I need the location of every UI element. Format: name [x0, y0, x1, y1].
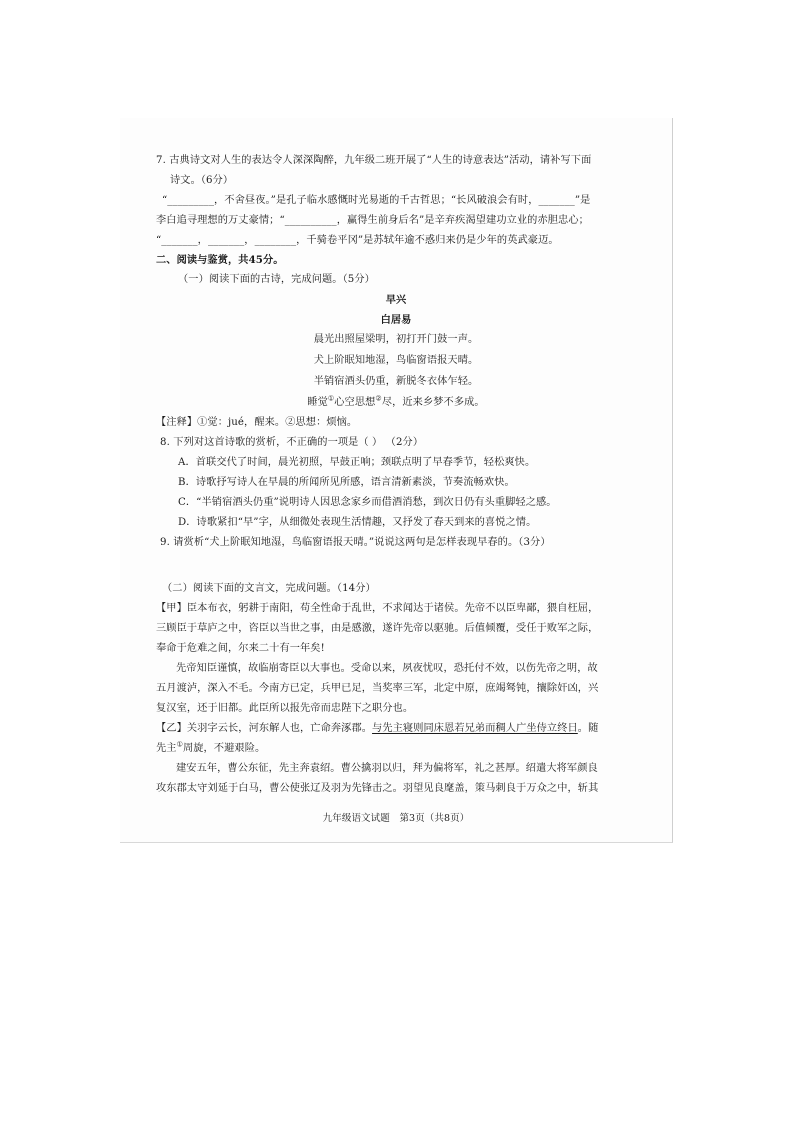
jia-line-6: 复汉室，还于旧都。此臣所以报先帝而忠陛下之职分也。	[156, 703, 414, 714]
q8-option-c: C．“半销宿酒头仍重”说明诗人因思念家乡而借酒消愁，到次日仍有头重脚轻之感。	[178, 497, 557, 508]
section-heading: 二、阅读与鉴赏，共45分。	[156, 254, 284, 266]
exam-page	[120, 118, 673, 843]
yi-line-1-start: 【乙】关羽字云长，河东解人也，亡命奔涿郡。	[156, 723, 373, 734]
q7-line5: “_______，_______，________，千骑卷平冈”是苏轼年逾不惑归来仍是少年的英武豪迈。	[156, 235, 559, 246]
poem-line-4-part-c: 尽，近来乡梦不多成。	[381, 397, 485, 408]
yi-line-1-end: 。随	[577, 723, 599, 734]
q7-line4: 李白追寻理想的万丈豪情；“__________，赢得生前身后名”是辛弃疾渴望建功立业的赤胆忠心；	[156, 215, 589, 226]
footnote-marker-1: ①	[327, 394, 335, 403]
part2-intro: （二）阅读下面的文言文，完成问题。（14分）	[162, 583, 376, 594]
jia-line-3: 奉命于危难之间，尔来二十有一年矣!	[156, 643, 325, 654]
q9-stem: 9. 请赏析“犬上阶眠知地湿，鸟临窗语报天晴。”说说这两句是怎样表现早春的。（3分）	[160, 537, 551, 548]
q7-line2: 诗文。（6分）	[170, 175, 234, 186]
yi-line-3: 建安五年，曹公东征，先主奔袁绍。曹公擒羽以归，拜为偏将军，礼之甚厚。绍遣大将军颜良	[176, 763, 598, 774]
q8-option-a: A．首联交代了时间，晨光初照，早鼓正响；颈联点明了早春季节，轻松爽快。	[178, 457, 536, 468]
jia-line-5: 五月渡泸，深入不毛。今南方已定，兵甲已足，当奖率三军，北定中原，庶竭驽钝，攘除奸凶，兴	[156, 683, 599, 694]
poem-line-4-part-b: 心空思想	[334, 397, 376, 408]
jia-line-1: 【甲】臣本布衣，躬耕于南阳，苟全性命于乱世，不求闻达于诸侯。先帝不以臣卑鄙，猥自枉屈，	[156, 603, 599, 614]
q8-option-d: D．诗歌紧扣“早”字，从细微处表现生活情趣，又抒发了春天到来的喜悦之情。	[178, 517, 537, 528]
yi-line-1	[156, 722, 598, 736]
yi-line-2	[156, 742, 265, 756]
q8-stem: 8. 下列对这首诗歌的赏析，不正确的一项是（ ） （2分）	[160, 437, 424, 448]
poem-notes: 【注释】①觉：jué，醒来。②思想：烦恼。	[156, 417, 358, 428]
poem-line-4-part-a: 睡觉	[307, 397, 328, 408]
yi-line-4: 攻东郡太守刘延于白马，曹公使张辽及羽为先锋击之。羽望见良麾盖，策马刺良于万众之中，斩其	[156, 783, 599, 794]
part1-intro: （一）阅读下面的古诗，完成问题。（5分）	[178, 274, 375, 285]
underlined-sentence: 与先主寝则同床恩若兄弟而稠人广坐侍立终日	[372, 723, 578, 734]
yi-line-2-start: 先主	[156, 743, 177, 754]
q7-line1: 7. 古典诗文对人生的表达令人深深陶醉，九年级二班开展了“人生的诗意表达”活动，请补写下面	[156, 155, 592, 166]
yi-line-2-end: 周旋，不避艰险。	[182, 743, 266, 754]
poem-author: 白居易	[380, 314, 412, 326]
footnote-marker-3: ①	[176, 740, 183, 749]
footnote-marker-2: ②	[375, 394, 382, 403]
poem-line-4	[120, 396, 672, 410]
q7-line3: “_________，不舍昼夜。”是孔子临水感慨时光易逝的千古哲思；“长风破浪会有时，_______”是	[162, 195, 591, 206]
poem-line-1: 晨光出照屋梁明，初打开门鼓一声。	[313, 334, 479, 345]
q8-option-b: B．诗歌抒写诗人在早晨的所闻所见所感，语言清新素淡，节奏流畅欢快。	[178, 477, 515, 488]
poem-line-3: 半销宿酒头仍重，新脱冬衣体乍轻。	[313, 376, 479, 387]
poem-title: 早兴	[385, 294, 407, 306]
jia-line-2: 三顾臣于草庐之中，咨臣以当世之事，由是感激，遂许先帝以驱驰。后值倾覆，受任于败军之际，	[156, 623, 599, 634]
jia-line-4: 先帝知臣谨慎，故临崩寄臣以大事也。受命以来，夙夜忧叹，恐托付不效，以伤先帝之明，故	[176, 663, 598, 674]
page-footer: 九年级语文试题 第3页（共8页）	[322, 813, 470, 824]
poem-line-2: 犬上阶眠知地湿，鸟临窗语报天晴。	[313, 355, 479, 366]
